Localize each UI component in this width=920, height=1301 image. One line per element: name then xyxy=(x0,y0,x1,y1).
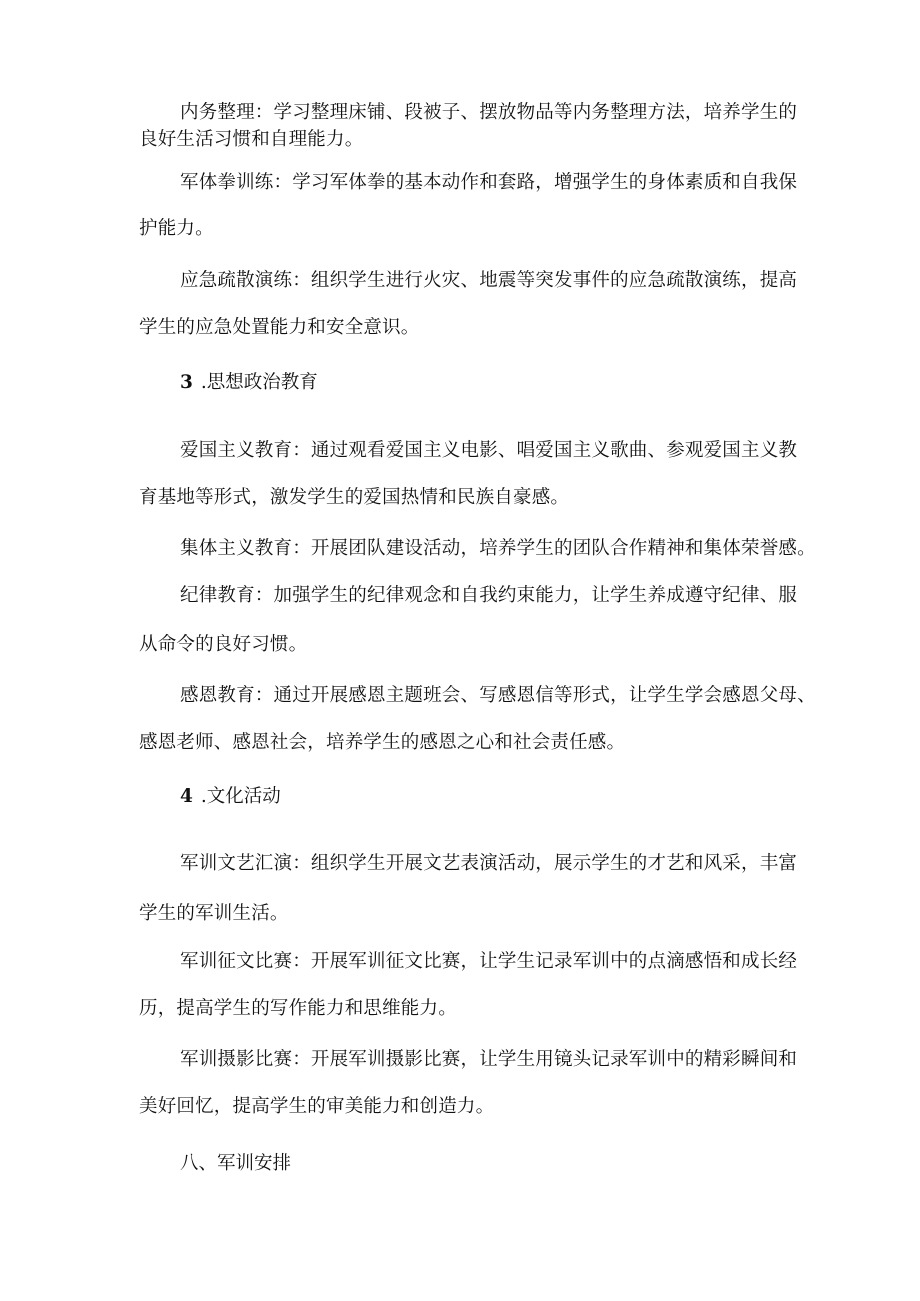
heading-title: .文化活动 xyxy=(200,786,281,807)
paragraph-line: 纪律教育：加强学生的纪律观念和自我约束能力，让学生养成遵守纪律、服 xyxy=(180,585,798,606)
paragraph-line: 应急疏散演练：组织学生进行火灾、地震等突发事件的应急疏散演练，提高 xyxy=(180,270,798,291)
paragraph-line: 感恩教育：通过开展感恩主题班会、写感恩信等形式，让学生学会感恩父母、 xyxy=(180,685,816,706)
heading-number: 3 xyxy=(180,372,193,393)
paragraph-line: 集体主义教育：开展团队建设活动，培养学生的团队合作精神和集体荣誉感。 xyxy=(180,538,816,559)
paragraph-line: 护能力。 xyxy=(139,218,214,239)
section-heading xyxy=(180,372,318,394)
paragraph-line: 军体拳训练：学习军体拳的基本动作和套路，增强学生的身体素质和自我保 xyxy=(180,172,798,193)
paragraph-line: 美好回忆，提高学生的审美能力和创造力。 xyxy=(139,1096,495,1117)
paragraph-line: 历，提高学生的写作能力和思维能力。 xyxy=(139,998,457,1019)
paragraph-line: 育基地等形式，激发学生的爱国热情和民族自豪感。 xyxy=(139,487,570,508)
paragraph-line: 内务整理：学习整理床铺、段被子、摆放物品等内务整理方法，培养学生的 xyxy=(180,102,798,123)
section-heading xyxy=(180,786,281,808)
section-heading: 八、军训安排 xyxy=(180,1153,292,1174)
paragraph-line: 爱国主义教育：通过观看爱国主义电影、唱爱国主义歌曲、参观爱国主义教 xyxy=(180,440,798,461)
paragraph-line: 良好生活习惯和自理能力。 xyxy=(139,129,364,150)
paragraph-line: 军训文艺汇演：组织学生开展文艺表演活动，展示学生的才艺和风采，丰富 xyxy=(180,853,798,874)
paragraph-line: 从命令的良好习惯。 xyxy=(139,634,308,655)
paragraph-line: 学生的军训生活。 xyxy=(139,903,289,924)
paragraph-line: 学生的应急处置能力和安全意识。 xyxy=(139,317,420,338)
paragraph-line: 军训摄影比赛：开展军训摄影比赛，让学生用镜头记录军训中的精彩瞬间和 xyxy=(180,1049,798,1070)
paragraph-line: 军训征文比赛：开展军训征文比赛，让学生记录军训中的点滴感悟和成长经 xyxy=(180,951,798,972)
heading-number: 4 xyxy=(180,786,193,807)
heading-title: .思想政治教育 xyxy=(200,372,318,393)
paragraph-line: 感恩老师、感恩社会，培养学生的感恩之心和社会责任感。 xyxy=(139,732,626,753)
